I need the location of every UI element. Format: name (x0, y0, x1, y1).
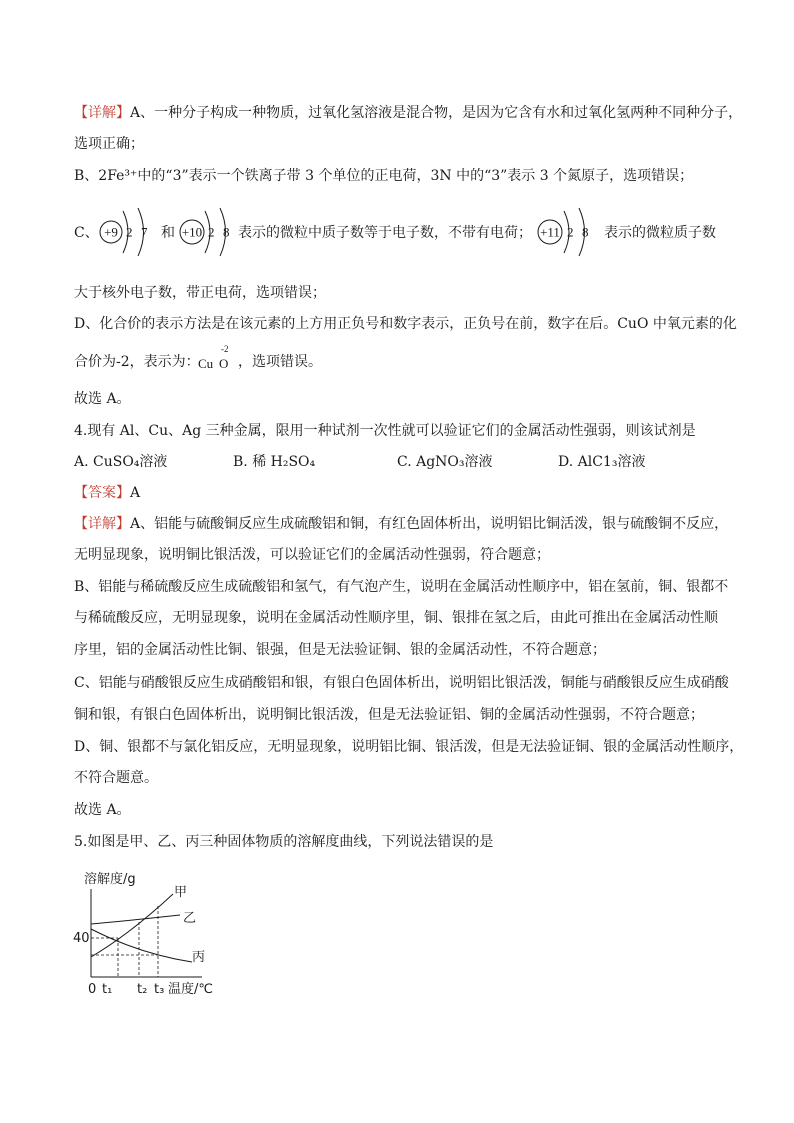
q4-detail-line-1 (74, 514, 728, 534)
origin-label: 0 (88, 982, 97, 997)
atom-nucleus-label: +10 (181, 224, 203, 240)
q4-answer: 故选 A。 (74, 802, 131, 818)
q4-option-c: C. AgNO₃溶液 (397, 454, 493, 470)
x-tick-t3: t₃ (154, 982, 165, 997)
detail-tag: 【详解】 (74, 516, 130, 532)
q5-stem: 5.如图是甲、乙、丙三种固体物质的溶解度曲线，下列说法错误的是 (74, 834, 494, 850)
q3-detail-line-a1 (74, 103, 742, 123)
curve-yi (91, 915, 180, 924)
atom-shell-1: 2 (208, 224, 215, 240)
curve-jia (91, 894, 173, 957)
q3-detail-line-c-and: 和 (161, 225, 175, 241)
q3-detail-line-d2-suffix: ，选项错误。 (238, 354, 322, 370)
atom-shell-2: 8 (223, 224, 230, 240)
q4-stem: 4.现有 Al、Cu、Ag 三种金属，限用一种试剂一次性就可以验证它们的金属活动性强弱，则该试剂是 (74, 423, 696, 439)
q4-detail-line-7: 铜和银，有银白色固体析出，说明铜比银活泼，但是无法验证铝、铜的金属活动性强弱，不符合题意； (74, 707, 704, 723)
q4-detail-line-3: B、铝能与稀硫酸反应生成硫酸铝和氢气，有气泡产生，说明在金属活动性顺序中，铝在氢前，铜、银都不 (74, 579, 729, 595)
cuo-cu: Cu (198, 356, 214, 371)
atom-shell-1: 2 (126, 224, 133, 240)
chart-xlabel: 温度/℃ (168, 982, 213, 997)
series-label-yi: 乙 (183, 911, 197, 926)
q4-detail-line-8: D、铜、银都不与氯化铝反应，无明显现象，说明铝比铜、银活泼，但是无法验证铜、银的金属活动性顺序， (74, 739, 744, 755)
q4-detail-line-2: 无明显现象，说明铜比银活泼，可以验证它们的金属活动性强弱，符合题意； (74, 547, 550, 563)
atom-diagram-sodium-ion (536, 203, 602, 261)
answer-value: A (130, 485, 141, 501)
x-tick-t1: t₁ (102, 982, 113, 997)
q4-detail-line-6: C、铝能与硝酸银反应生成硝酸铝和银，有银白色固体析出，说明铝比银活泼，铜能与硝酸银反应生成硝酸 (74, 675, 729, 691)
q3-detail-line-b: B、2Fe³⁺中的“3”表示一个铁离子带 3 个单位的正电荷，3N 中的“3”表示 3 个氮原子，选项错误； (74, 168, 694, 184)
q4-detail-line-5: 序里，铝的金属活动性比铜、银强，但是无法验证铜、银的金属活动性，不符合题意； (74, 642, 606, 658)
solubility-chart (70, 862, 230, 1002)
atom-nucleus-label: +11 (540, 224, 560, 240)
q3-detail-line-c-end: 表示的微粒质子数 (604, 225, 716, 241)
curve-bing (91, 929, 192, 962)
y-tick-40: 40 (73, 931, 90, 946)
cuo-o: O (219, 356, 229, 371)
atom-nucleus-label: +9 (104, 224, 118, 240)
chart-ylabel: 溶解度/g (84, 872, 136, 887)
q4-option-d: D. AlC1₃溶液 (558, 454, 646, 470)
atom-shell-2: 7 (141, 224, 148, 240)
series-label-bing: 丙 (192, 950, 206, 965)
series-label-jia: 甲 (174, 885, 188, 900)
cuo-valence: -2 (221, 344, 229, 354)
q3-detail-line-a2: 选项正确； (74, 136, 144, 152)
q3-detail-line-c-prefix: C、 (74, 225, 99, 241)
q4-option-a: A. CuSO₄溶液 (74, 454, 168, 470)
atom-shell-2: 8 (582, 224, 589, 240)
q3-detail-line-d1: D、化合价的表示方法是在该元素的上方用正负号和数字表示，正负号在前，数字在后。CuO 中氧元素的化 (74, 316, 737, 332)
q4-detail-line-9: 不符合题意。 (74, 770, 158, 786)
q4-detail-line-4: 与稀硫酸反应，无明显现象，说明在金属活动性顺序里，铜、银排在氢之后，由此可推出在金属活动性顺 (74, 610, 718, 626)
q3-detail-line-d2-prefix: 合价为-2，表示为： (74, 354, 200, 370)
detail-text: A、一种分子构成一种物质，过氧化氢溶液是混合物，是因为它含有水和过氧化氢两种不同种分子， (130, 105, 743, 121)
atom-diagram-fluorine (98, 203, 162, 261)
q3-detail-line-c-mid: 表示的微粒中质子数等于电子数，不带有电荷； (238, 225, 532, 241)
q3-answer: 故选 A。 (74, 391, 131, 407)
detail-tag: 【详解】 (74, 105, 130, 121)
q4-answer-line (74, 483, 140, 503)
answer-tag: 【答案】 (74, 485, 130, 501)
q3-detail-line-c2: 大于核外电子数，带正电荷，选项错误； (74, 285, 326, 301)
atom-diagram-neon (178, 203, 242, 261)
atom-shell-1: 2 (567, 224, 574, 240)
x-tick-t2: t₂ (137, 982, 148, 997)
detail-text: A、铝能与硫酸铜反应生成硫酸铝和铜，有红色固体析出，说明铝比铜活泼，银与硫酸铜不反应， (130, 516, 729, 532)
cuo-valence-formula (198, 344, 238, 374)
q4-option-b: B. 稀 H₂SO₄ (233, 454, 316, 470)
